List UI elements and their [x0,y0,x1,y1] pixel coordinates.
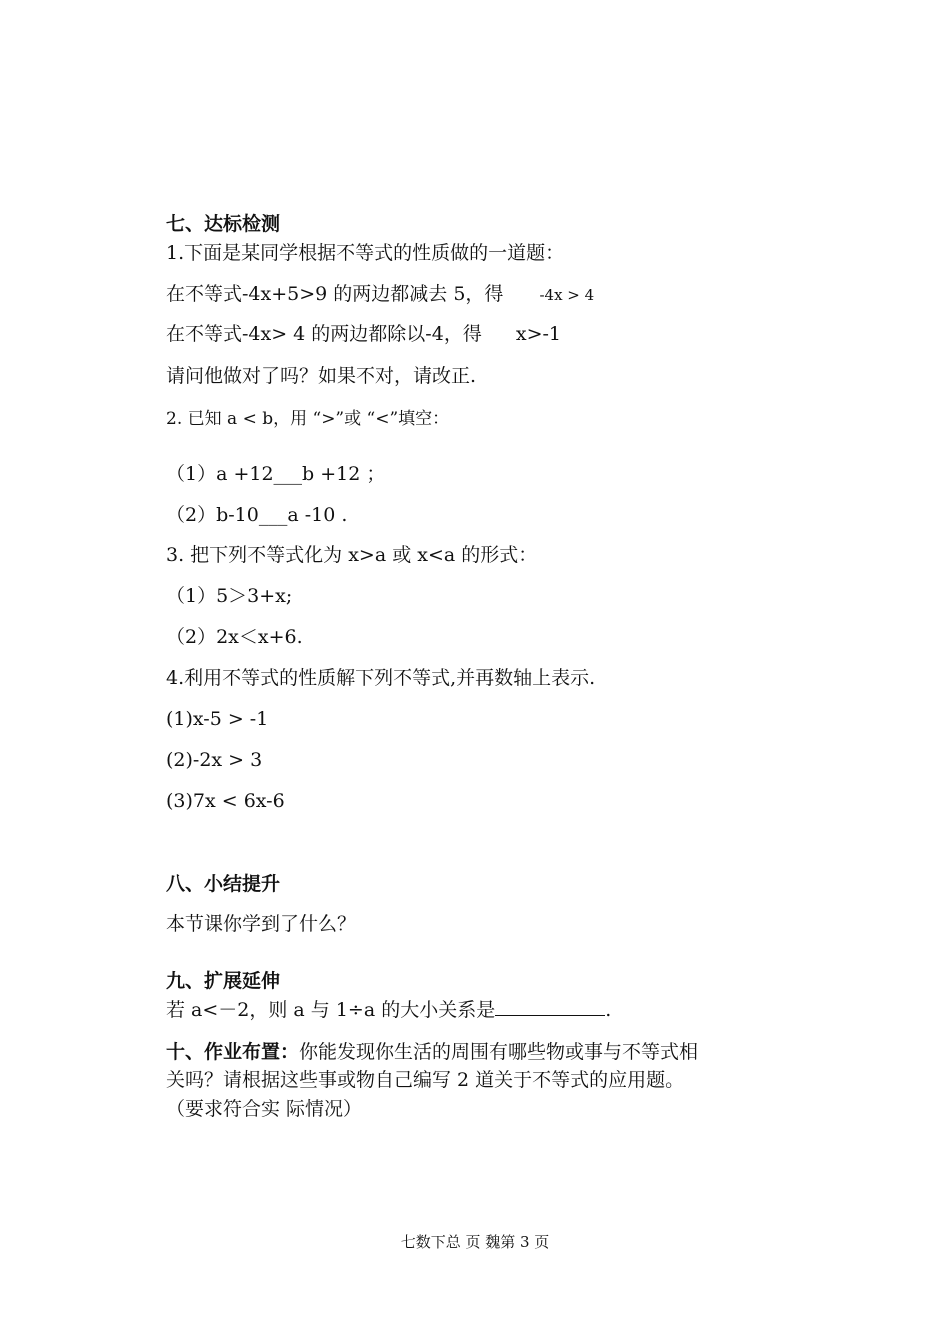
q1-step1-result: -4x > 4 [539,286,595,304]
section8-title: 八、小结提升 [166,873,281,895]
q1-step1 [166,282,594,307]
q2-item1: （1）a +12___b +12 ； [166,463,386,485]
section10-line1 [166,1040,698,1064]
q4-item2: (2)-2x > 3 [166,749,263,771]
page-footer: 七数下总 页 魏第 3 页 [400,1233,550,1251]
answer-blank [495,997,605,1016]
q1-step2 [166,322,561,346]
section10-text1: 你能发现你生活的周围有哪些物或事与不等式相 [299,1041,699,1063]
q4-item1: (1)x-5 > -1 [166,708,269,730]
section10-line2: 关吗？请根据这些事或物自己编写 2 道关于不等式的应用题。 [166,1069,685,1091]
section10-line3: （要求符合实 际情况） [166,1098,363,1120]
q1-step2-result: x>-1 [515,323,562,345]
q1-step2-text: 在不等式-4x> 4 的两边都除以-4，得 [166,323,482,345]
q3-intro: 3. 把下列不等式化为 x>a 或 x<a 的形式： [166,544,538,566]
section9-body-suffix: . [605,999,612,1021]
q4-intro: 4.利用不等式的性质解下列不等式,并再数轴上表示. [166,667,596,689]
section10-title: 十、作业布置： [166,1041,300,1063]
q3-item1: （1）5＞3+x; [166,585,293,607]
q3-item2: （2）2x＜x+6. [166,626,303,648]
q1-step1-text: 在不等式-4x+5>9 的两边都减去 5，得 [166,283,504,305]
q4-item3: (3)7x < 6x-6 [166,790,285,812]
q2-intro: 2. 已知 a < b，用 “>”或 “<”填空： [166,409,450,429]
q1-intro: 1.下面是某同学根据不等式的性质做的一道题： [166,242,565,264]
section9-body-prefix: 若 a<－2，则 a 与 1÷a 的大小关系是 [166,999,496,1021]
section9-body [166,997,611,1022]
q1-question: 请问他做对了吗？如果不对，请改正. [166,365,477,387]
section9-title: 九、扩展延伸 [166,970,281,992]
section7-title: 七、达标检测 [166,213,281,235]
q2-item2: （2）b-10___a -10 . [166,504,348,526]
section8-body: 本节课你学到了什么？ [166,913,357,935]
